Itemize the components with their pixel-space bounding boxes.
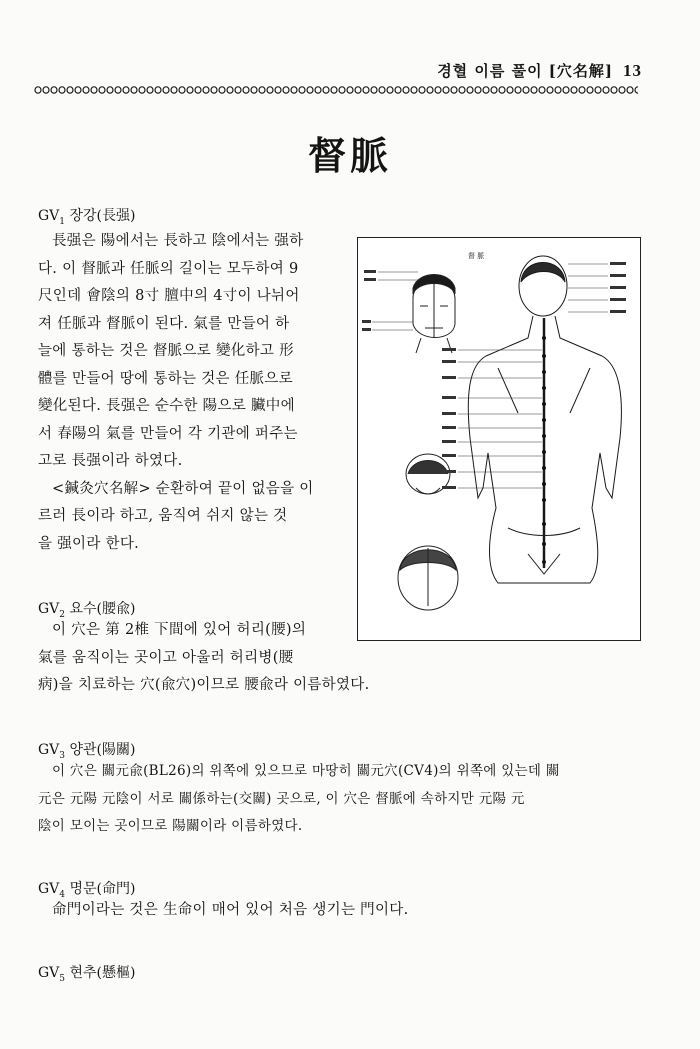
label-leader-lines [372, 264, 608, 488]
name: 장강(長强) [69, 208, 136, 224]
face-drawing [413, 275, 455, 354]
running-header [437, 60, 642, 81]
name: 양관(陽關) [69, 742, 136, 758]
ornament-border [34, 85, 638, 95]
paragraph-gv2 [38, 617, 458, 700]
paragraph-gv1 [38, 228, 350, 558]
paragraph-gv4 [38, 897, 648, 925]
anatomy-illustration [358, 238, 640, 640]
code: GV [38, 881, 60, 897]
page-title: 督脈 [307, 133, 392, 178]
running-title: 경혈 이름 풀이 [穴名解] [437, 62, 613, 80]
anatomy-figure [357, 237, 641, 641]
line: 陰이 모이는 곳이므로 陽關이라 이름하였다. [38, 818, 303, 834]
line: 長强은 陽에서는 長하고 陰에서는 强하 [52, 233, 304, 249]
line: 病)을 치료하는 穴(兪穴)이므로 腰兪라 이름하였다. [38, 677, 370, 693]
head-views [398, 454, 458, 610]
code-number: 4 [59, 889, 66, 900]
name: 명문(命門) [69, 881, 136, 897]
figure-top-label: 督 脈 [468, 252, 485, 260]
code: GV [38, 965, 60, 981]
line: 다. 이 督脈과 任脈의 길이는 모두하여 9 [38, 260, 299, 277]
section-heading-gv1 [38, 205, 135, 227]
line: <鍼灸穴名解> 순환하여 끝이 없음을 이 [52, 480, 314, 497]
line: 르러 長이라 하고, 움직여 쉬지 않는 것 [38, 508, 288, 524]
line: 元은 元陽 元陰이 서로 關係하는(交關) 곳으로, 이 穴은 督脈에 속하지만 元陽 元 [38, 790, 525, 807]
page-number: 13 [623, 61, 642, 80]
code: GV [38, 742, 60, 758]
line: 늘에 통하는 것은 督脈으로 變化하고 形 [38, 343, 294, 359]
line: 이 穴은 關元兪(BL26)의 위쪽에 있으므로 마땅히 關元穴(CV4)의 위쪽에 있는데 關 [52, 763, 560, 779]
line: 을 强이라 한다. [38, 535, 140, 552]
code: GV [38, 601, 60, 617]
code: GV [38, 208, 60, 224]
line: 져 任脈과 督脈이 된다. 氣를 만들어 하 [38, 315, 290, 332]
name: 요수(腰兪) [69, 601, 136, 617]
code-number: 3 [59, 750, 66, 761]
paragraph-gv3 [38, 758, 648, 841]
line: 體를 만들어 땅에 통하는 것은 任脈으로 [38, 370, 293, 387]
code-number: 2 [59, 609, 66, 620]
line: 서 春陽의 氣를 만들어 각 기관에 퍼주는 [38, 425, 298, 442]
line: 命門이라는 것은 生命이 매어 있어 처음 생기는 門이다. [52, 902, 409, 918]
line: 고로 長强이라 하였다. [38, 453, 183, 469]
line: 이 穴은 第 2椎 下間에 있어 허리(腰)의 [52, 622, 307, 638]
section-heading-gv5 [38, 962, 135, 984]
line: 變化된다. 長强은 순수한 陽으로 臟中에 [38, 398, 295, 414]
name: 현추(懸樞) [69, 965, 136, 981]
code-number: 5 [59, 973, 66, 984]
code-number: 1 [59, 216, 66, 227]
line: 尺인데 會陰의 8寸 膻中의 4寸이 나뉘어 [38, 288, 300, 304]
line: 氣를 움직이는 곳이고 아울러 허리병(腰 [38, 649, 294, 666]
